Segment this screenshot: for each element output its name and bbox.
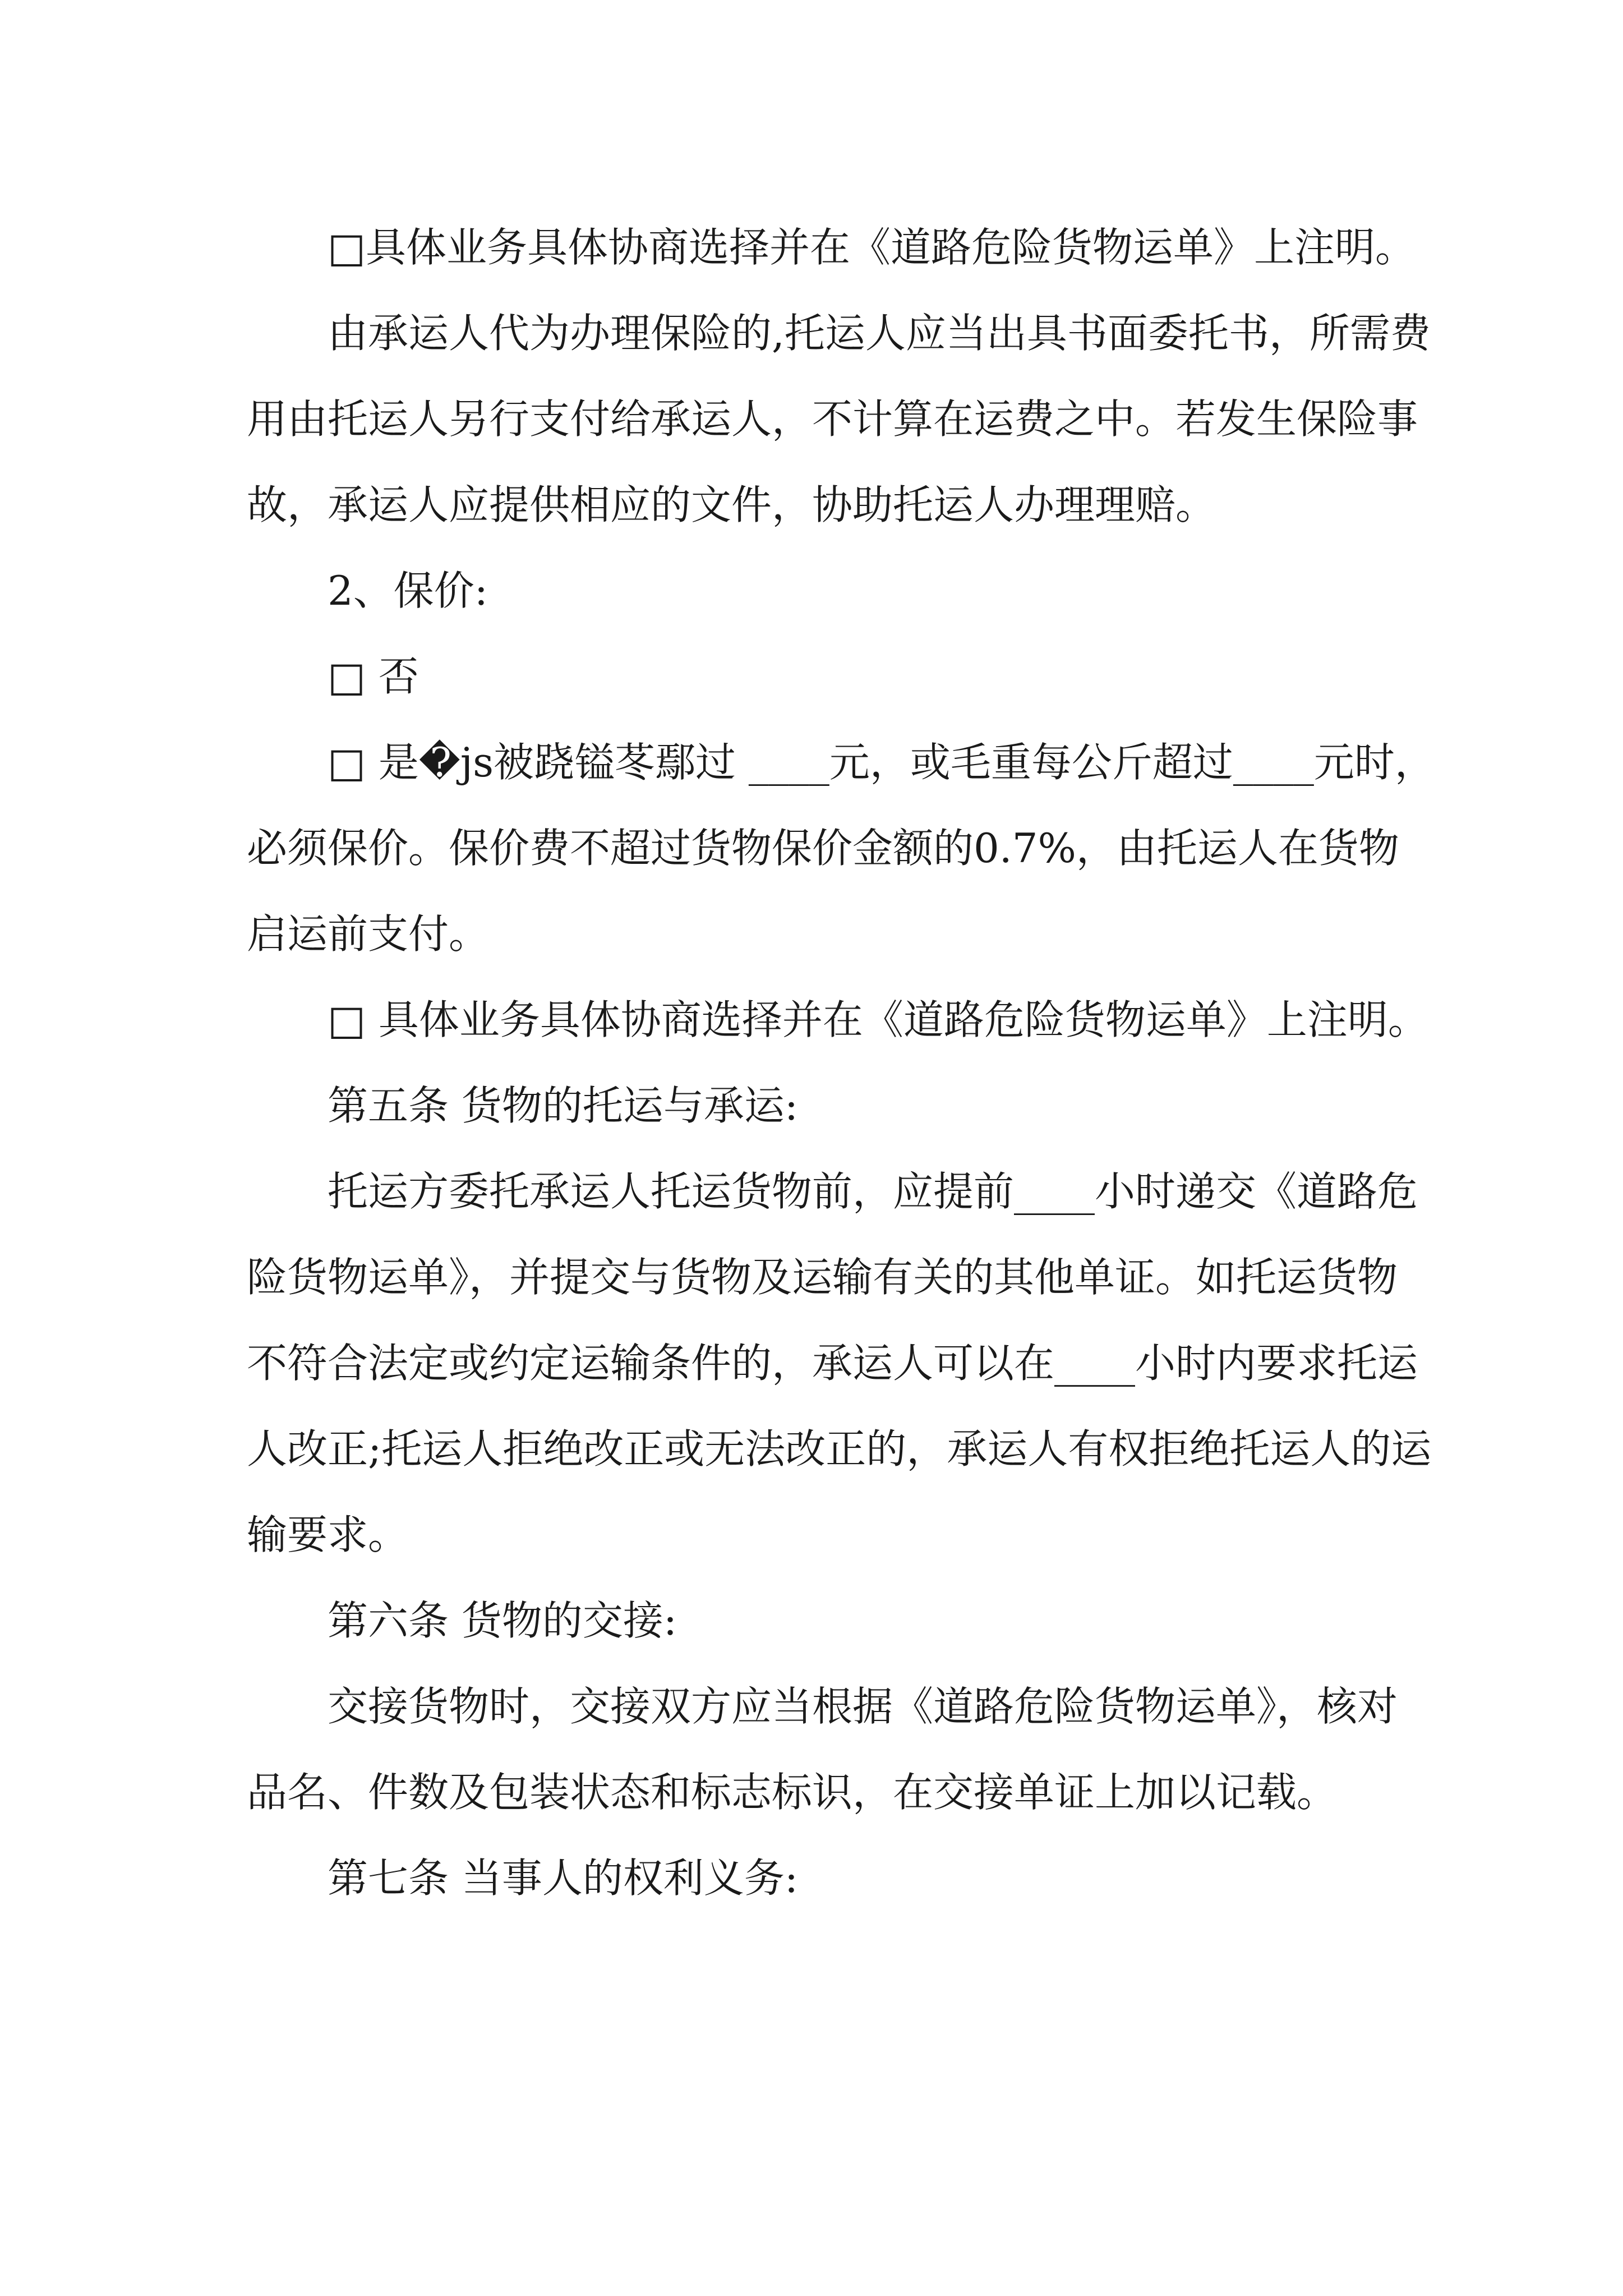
- article-5-body: 托运方委托承运人托运货物前，应提前____小时递交《道路危险货物运单》，并提交与货物及运输有关的其他单证。如托运货物不符合法定或约定运输条件的，承运人可以在____小时内要求托运人改正;托运人拒绝改正或无法改正的，承运人有权拒绝托运人的运输要求。: [247, 1168, 1432, 1558]
- paragraph-note-option-2: □ 具体业务具体协商选择并在《道路危险货物运单》上注明。: [328, 996, 1428, 1043]
- article-6-heading: 第六条 货物的交接:: [328, 1597, 677, 1644]
- paragraph-option-yes: □ 是�js被跷镒苳鄢过 ____元，或毛重每公斤超过____元时，必须保价。保价费不超过货物保价金额的0.7%，由托运人在货物启运前支付。: [247, 739, 1435, 958]
- article-5-heading: 第五条 货物的托运与承运:: [328, 1082, 799, 1129]
- paragraph-note-option: □具体业务具体协商选择并在《道路危险货物运单》上注明。: [328, 224, 1416, 271]
- paragraph-valuation-heading: 2、保价:: [328, 567, 488, 614]
- article-6-body: 交接货物时，交接双方应当根据《道路危险货物运单》，核对品名、件数及包装状态和标志标识，在交接单证上加以记载。: [247, 1683, 1398, 1816]
- article-7-heading: 第七条 当事人的权利义务:: [328, 1855, 799, 1902]
- paragraph-insurance-agent: 由承运人代为办理保险的,托运人应当出具书面委托书，所需费用由托运人另行支付给承运人，不计算在运费之中。若发生保险事故，承运人应提供相应的文件，协助托运人办理理赔。: [247, 310, 1431, 528]
- document-body: [247, 205, 1436, 1921]
- paragraph-option-no: □ 否: [328, 653, 419, 700]
